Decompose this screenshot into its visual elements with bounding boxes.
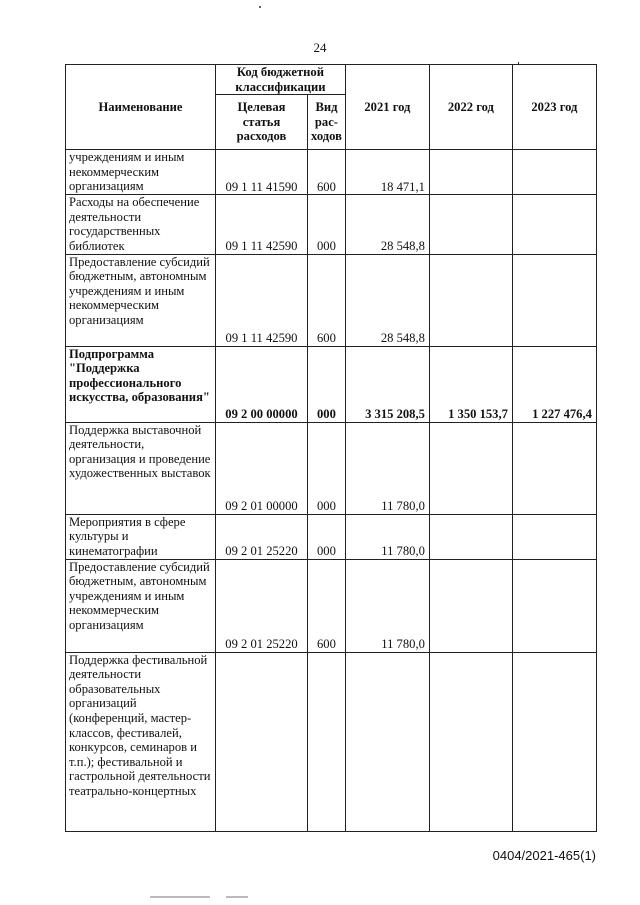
row-vid <box>308 652 346 831</box>
row-2021: 11 780,0 <box>345 422 429 514</box>
row-2023 <box>512 422 596 514</box>
row-2023 <box>512 514 596 559</box>
header-target-article: Целевая статья расходов <box>216 95 308 150</box>
row-name: Расходы на обеспечение деятельности государственных библиотек <box>66 195 216 254</box>
row-code: 09 1 11 41590 <box>216 150 308 195</box>
header-2022: 2022 год <box>429 65 512 150</box>
row-name: Предоставление субсидий бюджетным, автономным учреждениям и иным некоммерческим организациям <box>66 254 216 346</box>
row-vid: 600 <box>308 150 346 195</box>
scan-artifact <box>150 896 210 898</box>
row-name: Мероприятия в сфере культуры и кинематографии <box>66 514 216 559</box>
table-row <box>66 150 597 195</box>
header-kbk: Код бюджетной классификации <box>216 65 346 95</box>
document-code: 0404/2021-465(1) <box>492 848 596 863</box>
row-2022 <box>429 195 512 254</box>
row-vid: 600 <box>308 254 346 346</box>
row-2022 <box>429 422 512 514</box>
row-name: Подпрограмма "Поддержка профессионального искусства, образования" <box>66 346 216 422</box>
row-2021: 18 471,1 <box>345 150 429 195</box>
table-row-subprogram <box>66 346 597 422</box>
row-vid: 000 <box>308 514 346 559</box>
page-number: 24 <box>313 40 327 55</box>
row-2023 <box>512 254 596 346</box>
row-code: 09 1 11 42590 <box>216 254 308 346</box>
scan-dot <box>259 6 261 8</box>
row-code: 09 2 01 25220 <box>216 559 308 652</box>
row-2021: 3 315 208,5 <box>345 346 429 422</box>
row-2022 <box>429 559 512 652</box>
header-2023: 2023 год <box>512 65 596 150</box>
row-vid: 000 <box>308 422 346 514</box>
row-2021: 28 548,8 <box>345 195 429 254</box>
header-expense-type: Вид рас-ходов <box>308 95 346 150</box>
budget-table <box>65 64 597 832</box>
row-vid: 000 <box>308 195 346 254</box>
row-2023 <box>512 150 596 195</box>
header-2021: 2021 год <box>345 65 429 150</box>
row-code: 09 1 11 42590 <box>216 195 308 254</box>
table-row <box>66 422 597 514</box>
row-name: Поддержка фестивальной деятельности образовательных организаций (конференций, мастер-классов, фестивалей, конкурсов, семинаров и т.п.); фестивальной и гастрольной деятельности театрально-концертных <box>66 652 216 831</box>
row-vid: 600 <box>308 559 346 652</box>
row-code: 09 2 01 25220 <box>216 514 308 559</box>
row-2023 <box>512 652 596 831</box>
row-vid: 000 <box>308 346 346 422</box>
table-row <box>66 559 597 652</box>
row-2022 <box>429 150 512 195</box>
row-2023: 1 227 476,4 <box>512 346 596 422</box>
row-2022: 1 350 153,7 <box>429 346 512 422</box>
row-2021: 11 780,0 <box>345 559 429 652</box>
row-2021: 11 780,0 <box>345 514 429 559</box>
row-2022 <box>429 652 512 831</box>
scan-artifact <box>226 896 248 898</box>
row-2023 <box>512 195 596 254</box>
row-2021: 28 548,8 <box>345 254 429 346</box>
row-2022 <box>429 514 512 559</box>
row-code: 09 2 00 00000 <box>216 346 308 422</box>
row-code <box>216 652 308 831</box>
table-row <box>66 195 597 254</box>
table-row <box>66 254 597 346</box>
row-2023 <box>512 559 596 652</box>
row-name: Предоставление субсидий бюджетным, автономным учреждениям и иным некоммерческим организациям <box>66 559 216 652</box>
row-name: Поддержка выставочной деятельности, организация и проведение художественных выставок <box>66 422 216 514</box>
row-2022 <box>429 254 512 346</box>
table-row <box>66 514 597 559</box>
row-name: учреждениям и иным некоммерческим организациям <box>66 150 216 195</box>
header-name: Наименование <box>66 65 216 150</box>
row-code: 09 2 01 00000 <box>216 422 308 514</box>
row-2021 <box>345 652 429 831</box>
table-row <box>66 652 597 831</box>
